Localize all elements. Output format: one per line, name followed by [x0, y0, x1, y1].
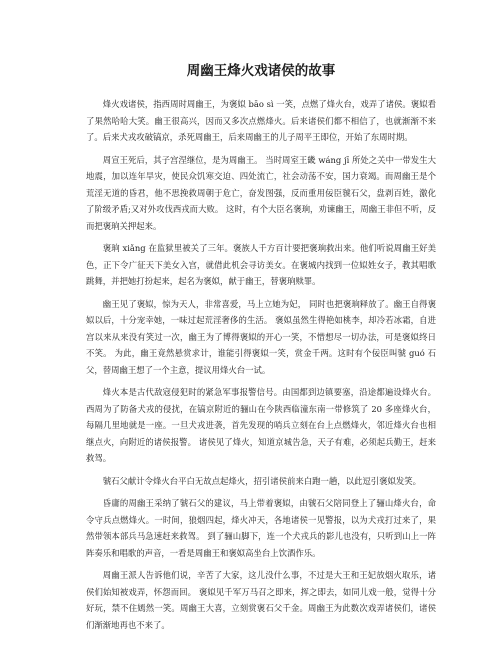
paragraph: 周幽王派人告诉他们说，辛苦了大家，这儿没什么事，不过是大王和王妃放烟火取乐，诸侯们始知被戏弄，怀怨而回。 褒姒见千军万马召之即来，挥之即去，如同儿戏一般，觉得十分好玩，禁不住嫣然一笑。周幽王大喜，立刻赏褒石父千金。周幽王为此数次戏弄诸侯们，诸侯们渐渐地再也不来了。 [86, 570, 436, 630]
paragraph: 褒珦 xiǎng 在监狱里被关了三年。褒族人千方百计要把褒珦救出来。他们听说周幽王好美色，正下令广征天下美女入宫，就借此机会寻访美女。在褒城内找到一位姒姓女子，教其唱歌跳舞，并把她打扮起来，起名为褒姒，献于幽王，替褒珦赎罪。 [86, 243, 436, 286]
paragraph: 幽王见了褒姒，惊为天人，非常喜爱，马上立她为妃， 同时也把褒珦释放了。幽王自得褒姒以后，十分宠幸她，一味过起荒淫奢侈的生活。 褒姒虽然生得艳如桃李，却冷若冰霜，自进宫以来从来没有笑过一次，幽王为了博得褒姒的开心一笑，不惜想尽一切办法，可是褒姒终日不笑。 为此，幽王竟然悬赏求计，谁能引得褒姒一笑，赏金千两。这时有个佞臣叫虢 guó 石父，替周幽王想了一个主意，提议用烽火台一试。 [86, 298, 436, 375]
document-body [86, 96, 436, 633]
paragraph: 虢石父献计令烽火台平白无故点起烽火，招引诸侯前来白跑一趟，以此逗引褒姒发笑。 [102, 475, 422, 486]
paragraph: 烽火戏诸侯，指西周时周幽王，为褒姒 bāo sì 一笑，点燃了烽火台，戏弄了诸侯。褒姒看了果然哈哈大笑。幽王很高兴，因而又多次点燃烽火。后来诸侯们都不相信了，也就渐渐不来了。后来犬戎攻破镐京，杀死周幽王，后来周幽王的儿子周平王即位，开始了东周时期。 [86, 99, 436, 142]
paragraph: 昏庸的周幽王采纳了虢石父的建议，马上带着褒姒，由虢石父陪同登上了骊山烽火台，命令守兵点燃烽火。一时间，狼烟四起，烽火冲天，各地诸侯一见警报，以为犬戎打过来了，果然带领本部兵马急速赶来救驾。 到了骊山脚下，连一个犬戎兵的影儿也没有，只听到山上一阵阵奏乐和唱歌的声音，一看是周幽王和褒姒高坐台上饮酒作乐。 [86, 498, 436, 558]
paragraph: 烽火本是古代敌寇侵犯时的紧急军事报警信号。由国都到边镇要塞，沿途都遍设烽火台。西周为了防备犬戎的侵扰，在镐京附近的骊山在今陕西临潼东南一带修筑了 20 多座烽火台，每隔几里地就是一座。一旦犬戎进袭，首先发现的哨兵立刻在台上点燃烽火，邻近烽火台也相继点火，向附近的诸侯报警。 诸侯见了烽火，知道京城告急，天子有难，必须起兵勤王，赶来救驾。 [86, 387, 436, 463]
document-title: 周幽王烽火戏诸侯的故事 [186, 63, 336, 79]
paragraph: 周宣王死后，其子宫涅继位，是为周幽王。 当时周室王畿 wáng jī 所处之关中一带发生大地震，加以连年旱灾，使民众饥寒交迫、四处流亡，社会动荡不安，国力衰竭。而周幽王是个荒淫无道的昏君，他不思挽救周朝于危亡，奋发图强，反而重用佞臣虢石父，盘剥百姓，激化了阶级矛盾;又对外攻伐西戎而大败。 这时，有个大臣名褒珦，劝谏幽王，周幽王非但不听，反而把褒珦关押起来。 [86, 154, 436, 231]
